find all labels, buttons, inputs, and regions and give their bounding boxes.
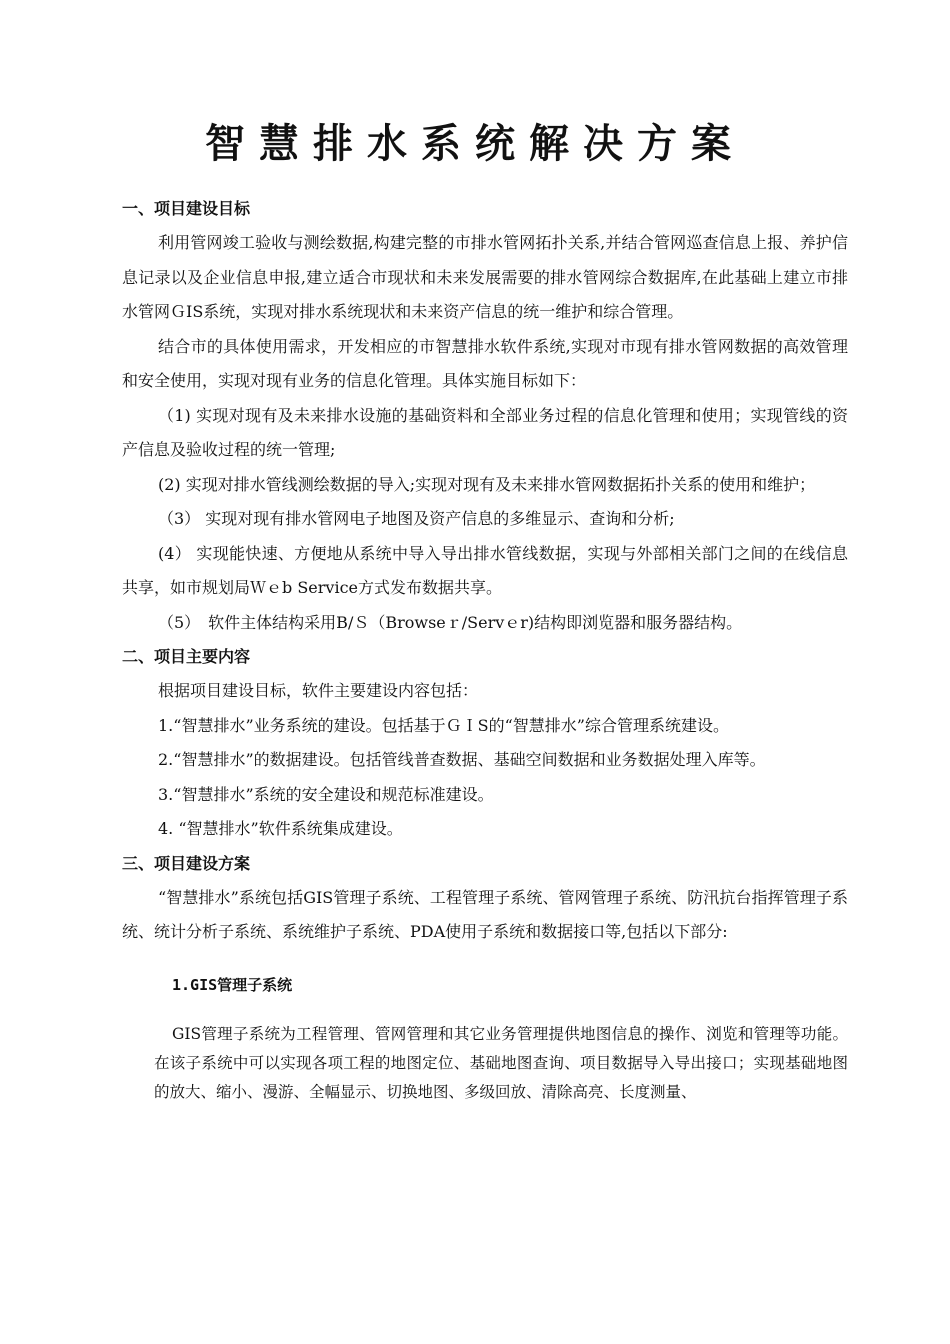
list-item: (4） 实现能快速、方便地从系统中导入导出排水管线数据，实现与外部相关部门之间的在线信息共享，如市规划局Ｗｅb Service方式发布数据共享。	[122, 543, 848, 597]
paragraph: 根据项目建设目标，软件主要建设内容包括：	[158, 681, 479, 700]
section-heading-content: 二、项目主要内容	[122, 647, 251, 666]
paragraph: 结合市的具体使用需求，开发相应的市智慧排水软件系统,实现对市现有排水管网数据的高效管理和安全使用，实现对现有业务的信息化管理。具体实施目标如下：	[122, 336, 848, 390]
subsection-heading: 1.GIS管理子系统	[172, 975, 293, 994]
list-item: 4. “智慧排水”软件系统集成建设。	[158, 819, 403, 838]
list-item: （1) 实现对现有及未来排水设施的基础资料和全部业务过程的信息化管理和使用；实现管线的资产信息及验收过程的统一管理;	[122, 405, 848, 459]
paragraph: “智慧排水”系统包括GIS管理子系统、工程管理子系统、管网管理子系统、防汛抗台指挥管理子系统、统计分析子系统、系统维护子系统、PDA使用子系统和数据接口等,包括以下部分:	[122, 887, 848, 941]
list-item: （3） 实现对现有排水管网电子地图及资产信息的多维显示、查询和分析;	[158, 509, 675, 528]
list-item: (2) 实现对排水管线测绘数据的导入;实现对现有及未来排水管网数据拓扑关系的使用和维护；	[158, 474, 816, 494]
section-heading-goals: 一、项目建设目标	[122, 199, 251, 218]
list-item: 3.“智慧排水”系统的安全建设和规范标准建设。	[158, 784, 494, 804]
section-heading-plan: 三、项目建设方案	[122, 853, 251, 873]
list-item: 2.“智慧排水”的数据建设。包括管线普查数据、基础空间数据和业务数据处理入库等。	[158, 750, 766, 769]
list-item: 1.“智慧排水”业务系统的建设。包括基于ＧＩS的“智慧排水”综合管理系统建设。	[158, 715, 729, 735]
list-item: （5） 软件主体结构采用B/Ｓ（Browseｒ/Servｅr)结构即浏览器和服务器结构。	[158, 612, 743, 632]
document-body	[122, 192, 848, 1107]
paragraph: 利用管网竣工验收与测绘数据,构建完整的市排水管网拓扑关系,并结合管网巡查信息上报、养护信息记录以及企业信息申报,建立适合市现状和未来发展需要的排水管网综合数据库,在此基础上建立市排水管网ＧIS系统，实现对排水系统现状和未来资产信息的统一维护和综合管理。	[122, 233, 848, 321]
paragraph: GIS管理子系统为工程管理、管网管理和其它业务管理提供地图信息的操作、浏览和管理等功能。在该子系统中可以实现各项工程的地图定位、基础地图查询、项目数据导入导出接口；实现基础地图的放大、缩小、漫游、全幅显示、切换地图、多级回放、清除高亮、长度测量、	[154, 1024, 848, 1101]
document-title: 智慧排水系统解决方案	[205, 121, 745, 167]
